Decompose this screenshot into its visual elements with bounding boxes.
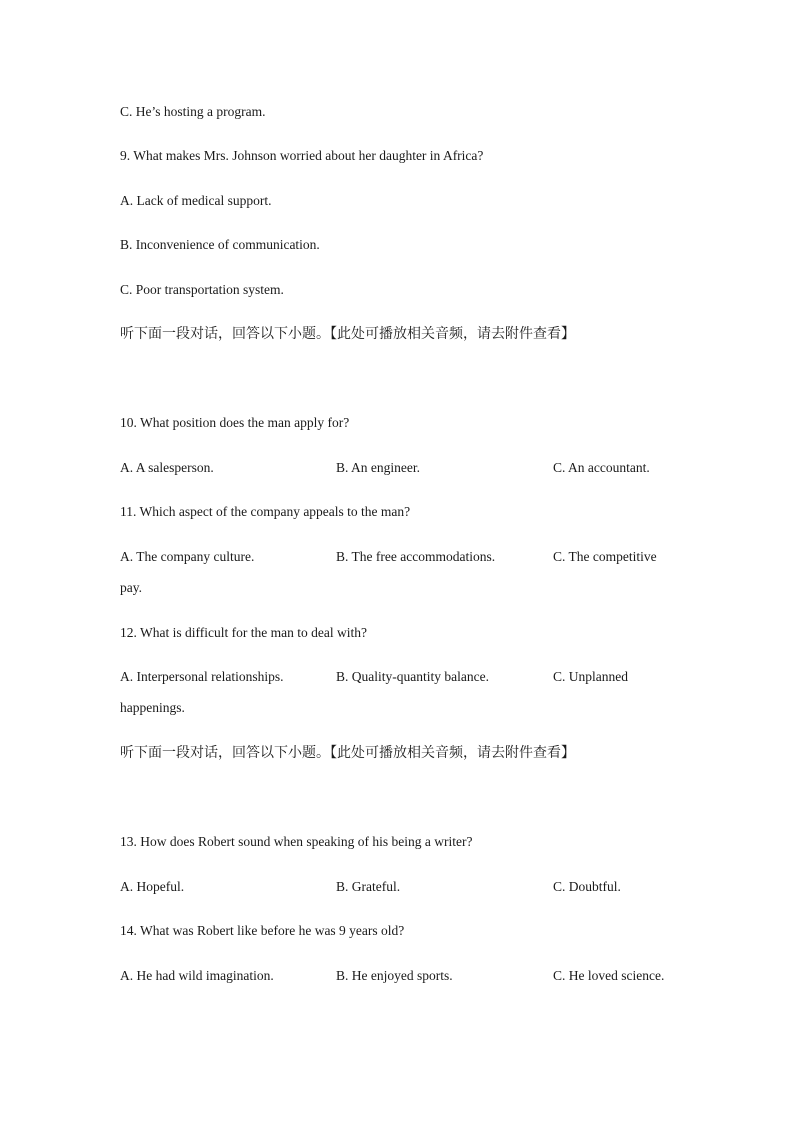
- option-10a: A. A salesperson.: [120, 460, 214, 475]
- option-11c: C. The competitive: [553, 549, 657, 564]
- option-12a: A. Interpersonal relationships.: [120, 669, 284, 684]
- option-14a: A. He had wild imagination.: [120, 968, 274, 983]
- question-14: 14. What was Robert like before he was 9 years old?: [120, 923, 405, 938]
- option-14c: C. He loved science.: [553, 968, 665, 983]
- listening-instruction-2: 听下面一段对话，回答以下小题。【此处可播放相关音频，请去附件查看】: [120, 745, 575, 761]
- option-10c: C. An accountant.: [553, 460, 650, 475]
- question-12: 12. What is difficult for the man to deal with?: [120, 625, 367, 640]
- question-9: 9. What makes Mrs. Johnson worried about her daughter in Africa?: [120, 148, 484, 163]
- option-8c: C. He’s hosting a program.: [120, 104, 266, 119]
- option-13c: C. Doubtful.: [553, 879, 621, 894]
- option-11c-continuation: pay.: [120, 580, 142, 595]
- option-12c-continuation: happenings.: [120, 700, 185, 715]
- option-14b: B. He enjoyed sports.: [336, 968, 453, 983]
- option-11a: A. The company culture.: [120, 549, 255, 564]
- question-13: 13. How does Robert sound when speaking of his being a writer?: [120, 834, 473, 849]
- option-12c: C. Unplanned: [553, 669, 628, 684]
- option-9b: B. Inconvenience of communication.: [120, 237, 320, 252]
- option-12b: B. Quality-quantity balance.: [336, 669, 489, 684]
- option-11b: B. The free accommodations.: [336, 549, 496, 564]
- option-10b: B. An engineer.: [336, 460, 420, 475]
- option-13a: A. Hopeful.: [120, 879, 185, 894]
- option-9a: A. Lack of medical support.: [120, 193, 272, 208]
- question-11: 11. Which aspect of the company appeals to the man?: [120, 504, 411, 519]
- option-9c: C. Poor transportation system.: [120, 282, 284, 297]
- question-10: 10. What position does the man apply for?: [120, 415, 350, 430]
- listening-instruction-1: 听下面一段对话，回答以下小题。【此处可播放相关音频，请去附件查看】: [120, 326, 575, 342]
- option-13b: B. Grateful.: [336, 879, 401, 894]
